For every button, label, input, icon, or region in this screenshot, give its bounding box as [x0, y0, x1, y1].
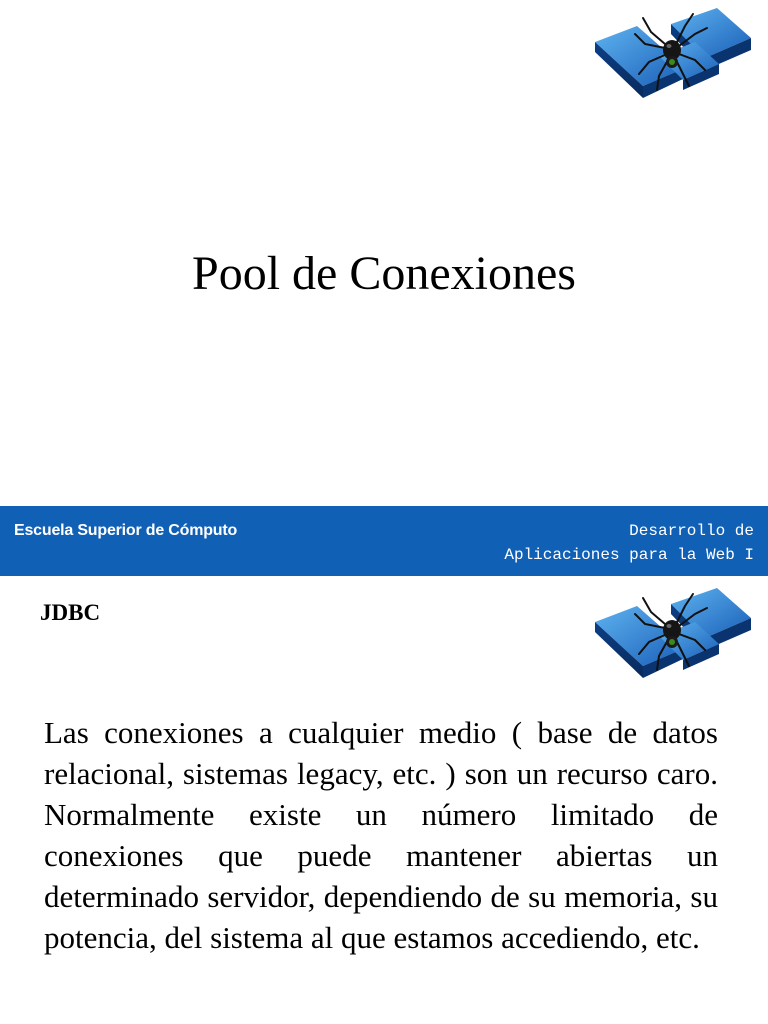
spider-web-logo-icon	[593, 584, 753, 679]
course-name-line-2: Aplicaciones para la Web I	[504, 546, 754, 564]
course-name-line-1: Desarrollo de	[629, 522, 754, 540]
slide-title	[0, 0, 768, 506]
school-name: Escuela Superior de Cómputo	[14, 522, 238, 539]
page-title: Pool de Conexiones	[192, 247, 576, 300]
section-heading: JDBC	[40, 600, 101, 625]
body-paragraph: Las conexiones a cualquier medio ( base de datos relacional, sistemas legacy, etc. ) son un recurso caro. Normalmente existe un número limitado de conexiones que puede mantener abiertas un determinado servidor, dependiendo de su memoria, su potencia, del sistema al que estamos accediendo, etc.	[44, 715, 718, 955]
spider-web-logo-icon	[593, 4, 753, 99]
course-name	[504, 519, 754, 567]
course-banner	[0, 506, 768, 576]
